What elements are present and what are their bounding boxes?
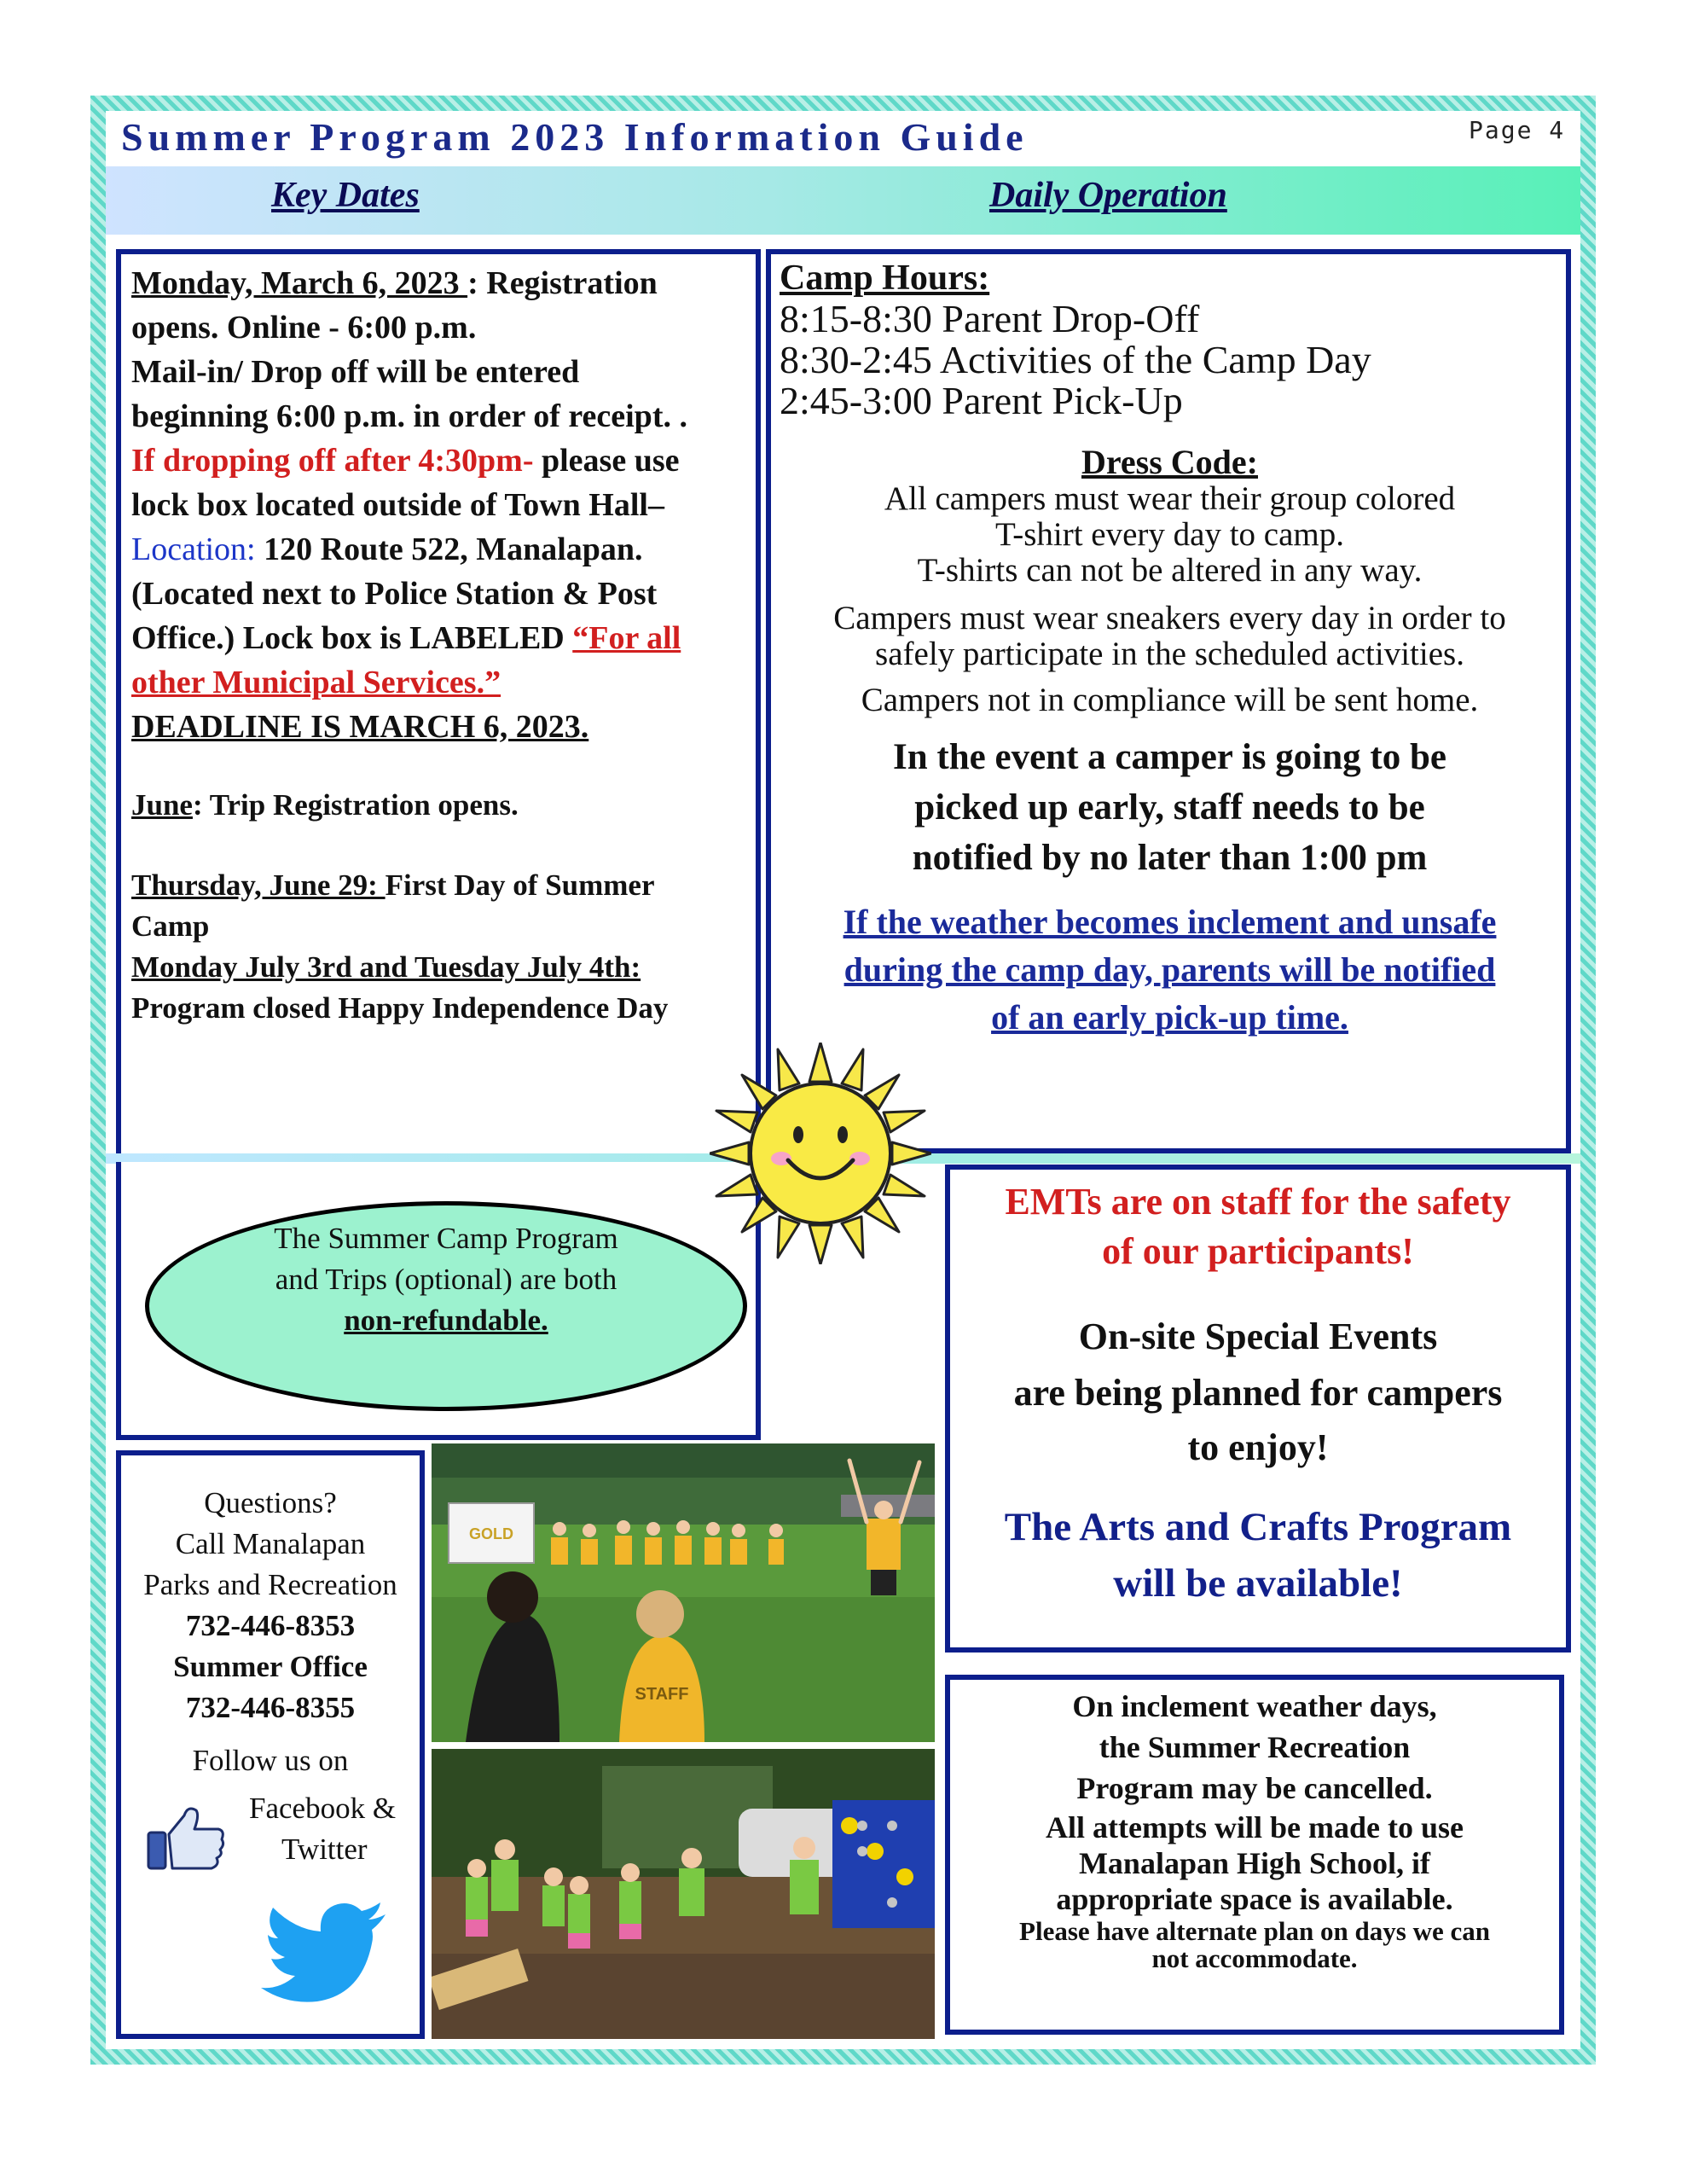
early-pickup-notice xyxy=(780,732,1560,883)
summer-office-label: Summer Office xyxy=(173,1650,368,1683)
page-title: Summer Program 2023 Information Guide xyxy=(121,115,1029,159)
registration-label: : Registration xyxy=(467,265,658,301)
registration-online: opens. Online - 6:00 p.m. xyxy=(131,310,477,346)
phone-summer-office[interactable]: 732-446-8355 xyxy=(185,1691,356,1724)
first-day-line xyxy=(131,865,754,906)
weather-line-1: If the weather becomes inclement and unsafe xyxy=(843,903,1497,941)
key-dates-content xyxy=(131,261,754,1029)
lock-box-label-quote-cont: other Municipal Services.” xyxy=(131,665,501,700)
thumbs-up-icon[interactable] xyxy=(147,1804,225,1872)
emt-line-1: EMTs are on staff for the safety xyxy=(1005,1181,1511,1223)
non-refundable-text: non-refundable. xyxy=(344,1304,548,1337)
special-events-line-2: are being planned for campers xyxy=(1013,1372,1503,1414)
june-text: : Trip Registration opens. xyxy=(192,788,519,822)
early-pickup-line-2: picked up early, staff needs to be xyxy=(914,787,1425,828)
hours-pick-up: 2:45-3:00 Parent Pick-Up xyxy=(780,379,1183,422)
weather-box-line-7: Please have alternate plan on days we can xyxy=(1019,1916,1490,1946)
arts-crafts-line-2: will be available! xyxy=(1113,1561,1403,1606)
special-events-line-3: to enjoy! xyxy=(1187,1426,1329,1468)
registration-receipt: beginning 6:00 p.m. in order of receipt. . xyxy=(131,398,687,434)
bird-icon[interactable] xyxy=(261,1902,389,2013)
inclement-weather-content xyxy=(948,1686,1561,1972)
daily-operation-content xyxy=(780,258,1560,1042)
weather-box-line-2: the Summer Recreation xyxy=(1099,1730,1411,1764)
key-date-registration xyxy=(131,261,754,305)
emt-line-2: of our participants! xyxy=(1102,1230,1414,1272)
daily-operation-heading: Daily Operation xyxy=(989,176,1227,215)
first-day-text-cont: Camp xyxy=(131,909,210,943)
june-label: June xyxy=(131,788,193,822)
key-dates-heading: Key Dates xyxy=(271,176,420,215)
weather-box-line-8: not accommodate. xyxy=(1151,1943,1358,1973)
registration-mail: Mail-in/ Drop off will be entered xyxy=(131,354,580,390)
weather-box-line-3: Program may be cancelled. xyxy=(1076,1771,1433,1805)
registration-date: Monday, March 6, 2023 xyxy=(131,265,468,301)
drop-off-note xyxy=(131,439,754,483)
lock-box-label-quote: “For all xyxy=(572,620,681,656)
drop-off-instruction: please use xyxy=(533,443,680,479)
sun-illustration xyxy=(710,1043,931,1264)
early-pickup-line-1: In the event a camper is going to be xyxy=(893,737,1446,777)
first-day-date: Thursday, June 29: xyxy=(131,868,386,902)
lock-box-labeled: Office.) Lock box is LABELED xyxy=(131,620,573,656)
location-note: (Located next to Police Station & Post xyxy=(131,576,658,612)
weather-box-line-5: Manalapan High School, if xyxy=(1078,1846,1431,1880)
questions-text: Questions? xyxy=(204,1486,337,1519)
location-address: 120 Route 522, Manalapan. xyxy=(255,531,643,567)
weather-line-3: of an early pick-up time. xyxy=(991,998,1348,1037)
facebook-text: Facebook & xyxy=(249,1792,397,1825)
refund-line-1: The Summer Camp Program xyxy=(274,1222,618,1255)
weather-box-line-6: appropriate space is available. xyxy=(1056,1882,1453,1916)
special-events-line-1: On-site Special Events xyxy=(1078,1316,1438,1357)
lock-box-label-line xyxy=(131,616,754,660)
drop-off-warning: If dropping off after 4:30pm- xyxy=(131,443,534,479)
deadline-text: DEADLINE IS MARCH 6, 2023. xyxy=(131,709,589,745)
campers-photo-games xyxy=(432,1749,935,2039)
events-content xyxy=(948,1177,1568,1611)
hours-activities: 8:30-2:45 Activities of the Camp Day xyxy=(780,338,1371,381)
weather-line-2: during the camp day, parents will be notified xyxy=(844,950,1496,989)
campers-photo-field xyxy=(432,1443,935,1742)
location-line xyxy=(131,527,754,572)
call-text: Call Manalapan xyxy=(175,1527,366,1560)
lock-box-text: lock box located outside of Town Hall– xyxy=(131,487,664,523)
sneakers-line-1: Campers must wear sneakers every day in order to xyxy=(833,600,1506,636)
dress-code-line-2: T-shirt every day to camp. xyxy=(994,516,1345,553)
weather-box-line-4: All attempts will be made to use xyxy=(1046,1810,1464,1844)
refund-line-2: and Trips (optional) are both xyxy=(275,1263,617,1296)
photo-banner-text: GOLD xyxy=(469,1525,513,1542)
dress-code-line-1: All campers must wear their group colored xyxy=(884,480,1456,517)
contact-content xyxy=(121,1483,420,1781)
page-number: Page 4 xyxy=(1469,116,1566,144)
phone-main[interactable]: 732-446-8353 xyxy=(185,1609,356,1642)
photo-shirt-text: STAFF xyxy=(635,1685,689,1704)
sneakers-line-2: safely participate in the scheduled activities. xyxy=(875,636,1464,672)
first-day-text: First Day of Summer xyxy=(385,868,655,902)
hours-drop-off: 8:15-8:30 Parent Drop-Off xyxy=(780,297,1200,340)
june-trip-registration xyxy=(131,783,754,828)
follow-us-text: Follow us on xyxy=(192,1744,349,1777)
weather-notice xyxy=(780,898,1560,1042)
parks-rec-text: Parks and Recreation xyxy=(143,1568,397,1601)
location-label: Location: xyxy=(131,531,256,567)
arts-crafts-line-1: The Arts and Crafts Program xyxy=(1004,1505,1512,1549)
closure-text: Program closed Happy Independence Day xyxy=(131,991,669,1025)
dress-code-line-3: T-shirts can not be altered in any way. xyxy=(917,552,1423,589)
closure-dates: Monday July 3rd and Tuesday July 4th: xyxy=(131,950,641,984)
compliance-line: Campers not in compliance will be sent home. xyxy=(861,682,1479,718)
weather-box-line-1: On inclement weather days, xyxy=(1072,1689,1437,1723)
camp-hours-title: Camp Hours: xyxy=(780,258,990,298)
twitter-text: Twitter xyxy=(281,1833,368,1866)
dress-code-title: Dress Code: xyxy=(1081,443,1258,481)
early-pickup-line-3: notified by no later than 1:00 pm xyxy=(912,838,1428,878)
refund-text xyxy=(162,1218,730,1341)
